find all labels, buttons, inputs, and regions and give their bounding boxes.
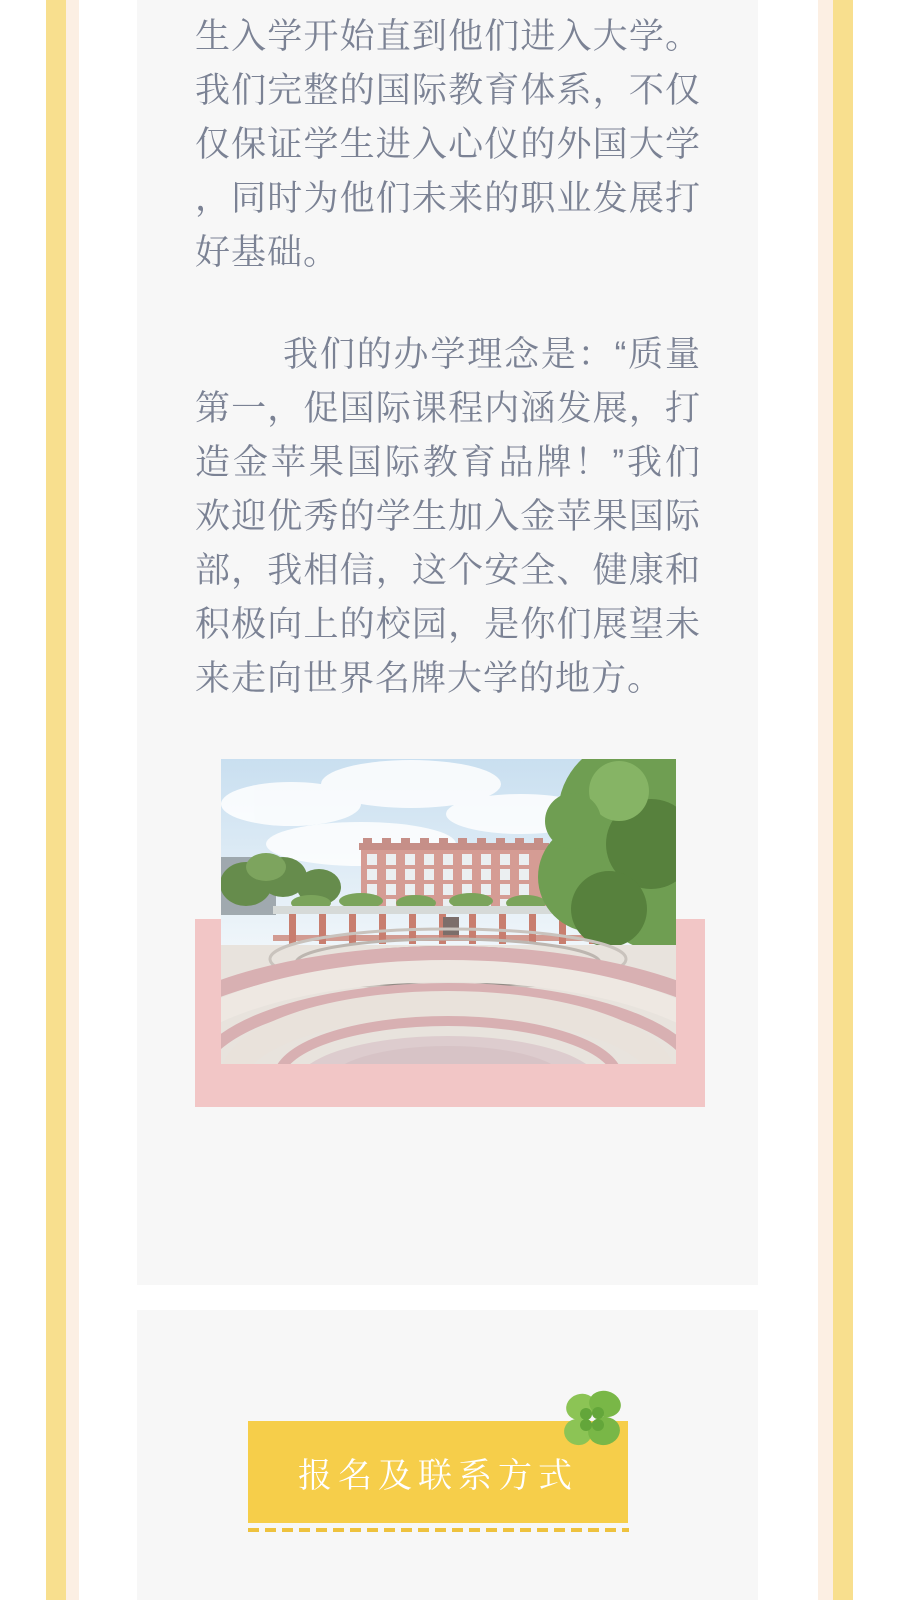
dashed-underline bbox=[248, 1528, 629, 1532]
signup-contact-button-label: 报名及联系方式 bbox=[298, 1456, 578, 1495]
cta-card bbox=[137, 1310, 758, 1600]
campus-photo bbox=[221, 759, 676, 1064]
article-text-block bbox=[137, 0, 758, 706]
left-peach-border-stripe bbox=[66, 0, 79, 1600]
photo-plaza bbox=[221, 929, 676, 1064]
left-yellow-border-stripe bbox=[46, 0, 66, 1600]
right-yellow-border-stripe bbox=[833, 0, 853, 1600]
article-paragraph-1: 生入学开始直到他们进入大学。我们完整的国际教育体系，不仅仅保证学生进入心仪的外国大学，同时为他们未来的职业发展打好基础。 bbox=[195, 17, 701, 272]
article-card bbox=[137, 0, 758, 1285]
clover-icon bbox=[558, 1388, 626, 1456]
article-paragraph-2: 我们的办学理念是：“质量第一，促国际课程内涵发展，打造金苹果国际教育品牌！”我们欢迎优秀的学生加入金苹果国际部，我相信，这个安全、健康和积极向上的校园，是你们展望未来走向世界名牌大学的地方。 bbox=[195, 335, 701, 698]
right-peach-border-stripe bbox=[818, 0, 833, 1600]
